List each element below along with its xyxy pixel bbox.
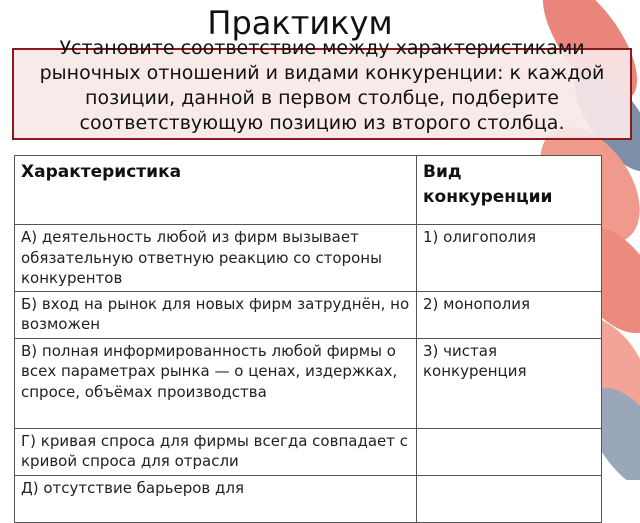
cell-competition-type: 2) монополия bbox=[417, 291, 602, 338]
cell-competition-type bbox=[417, 475, 602, 522]
cell-competition-type: 1) олигополия bbox=[417, 225, 602, 292]
header-characteristic: Характеристика bbox=[15, 156, 417, 225]
table-row bbox=[15, 475, 602, 522]
table-row bbox=[15, 291, 602, 338]
table-row bbox=[15, 225, 602, 292]
cell-competition-type: 3) чистая конкуренция bbox=[417, 338, 602, 428]
cell-competition-type bbox=[417, 428, 602, 475]
table-row bbox=[15, 338, 602, 428]
cell-characteristic: А) деятельность любой из фирм вызывает обязательную ответную реакцию со стороны конкурентов bbox=[15, 225, 417, 292]
matching-table bbox=[14, 155, 602, 523]
slide-title: Практикум bbox=[207, 4, 393, 42]
table-row bbox=[15, 428, 602, 475]
cell-characteristic: Г) кривая спроса для фирмы всегда совпадает с кривой спроса для отрасли bbox=[15, 428, 417, 475]
cell-characteristic: Б) вход на рынок для новых фирм затруднён, но возможен bbox=[15, 291, 417, 338]
cell-characteristic: Д) отсутствие барьеров для bbox=[15, 475, 417, 522]
task-text: Установите соответствие между характеристиками рыночных отношений и видами конкуренции: к каждой позиции, данной в первом столбце, подберите соответствующую позицию из второго столбца. bbox=[39, 37, 605, 134]
cell-characteristic: В) полная информированность любой фирмы о всех параметрах рынка — о ценах, издержках, спросе, объёмах производства bbox=[15, 338, 417, 428]
header-competition-type: Вид конкуренции bbox=[417, 156, 602, 225]
